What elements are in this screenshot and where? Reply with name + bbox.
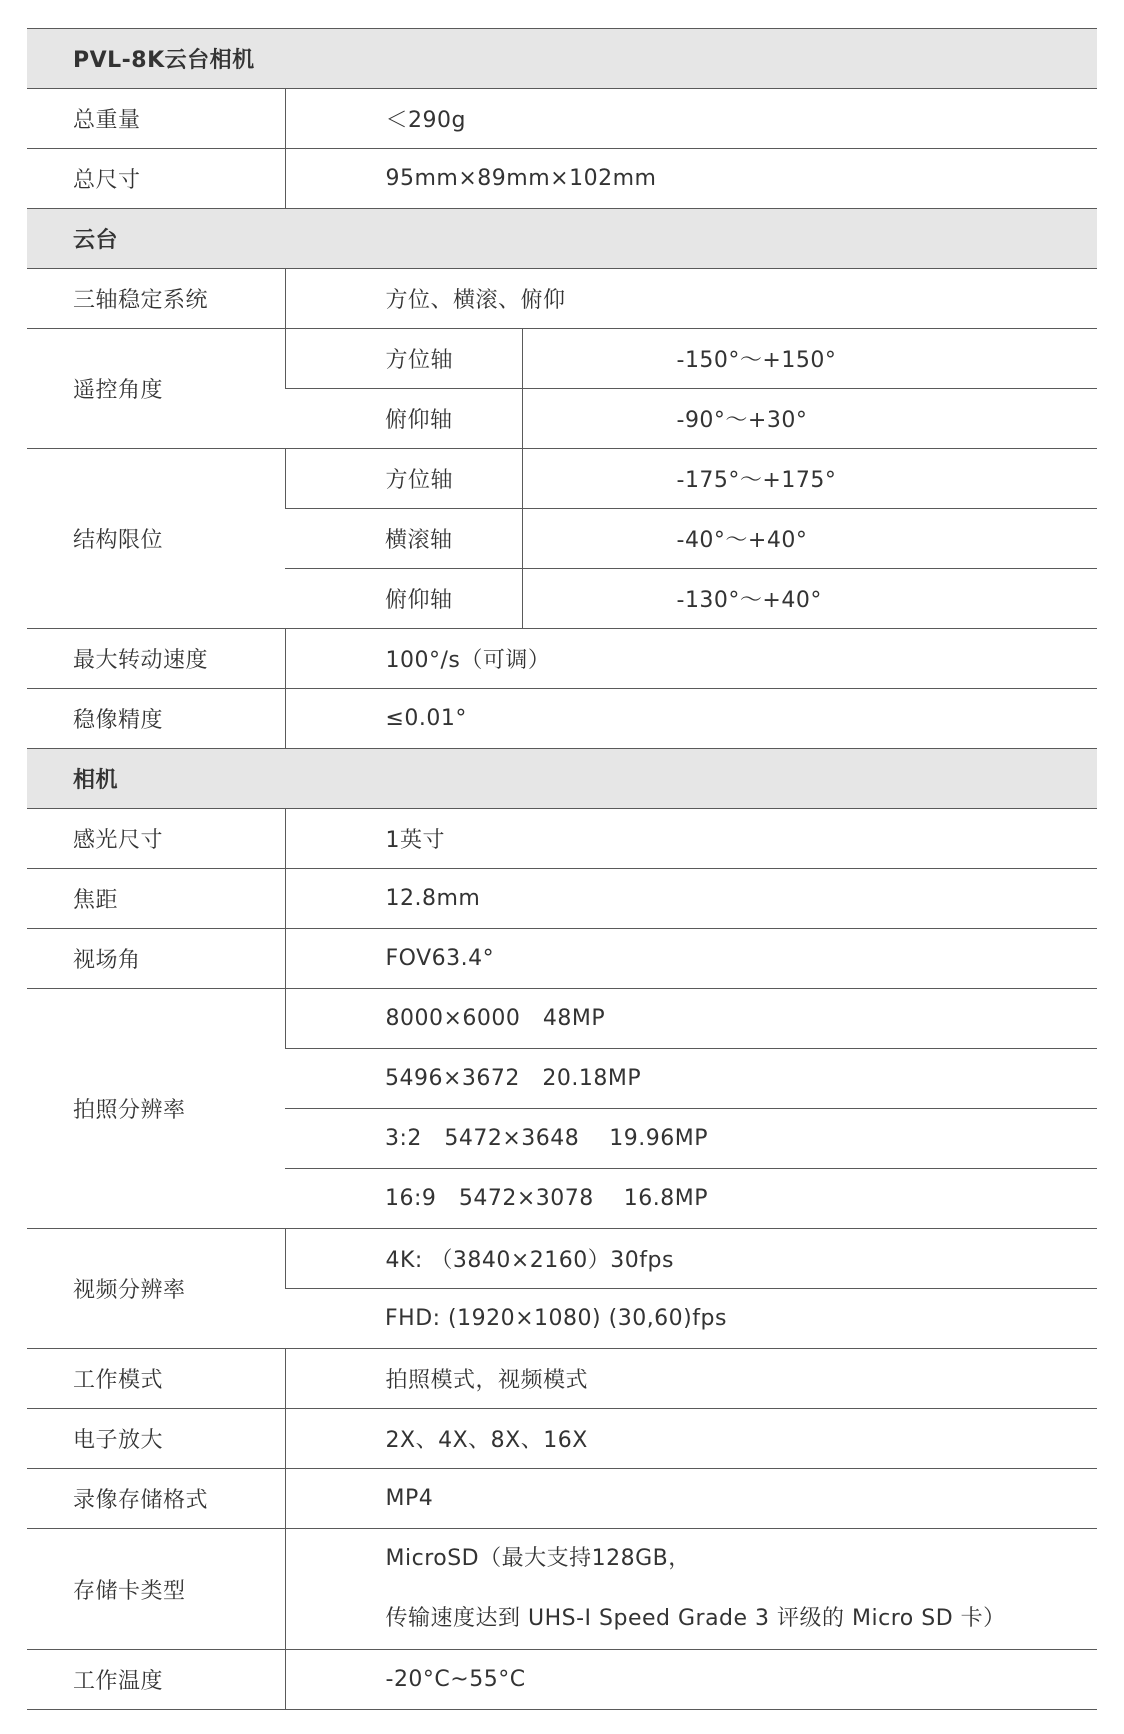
table-row [27, 629, 1097, 689]
product-title: PVL-8K云台相机 [27, 29, 1097, 89]
photo-res-value: 5496×3672 20.18MP [285, 1049, 1097, 1109]
section-header-gimbal [27, 209, 1097, 269]
size-label: 总尺寸 [27, 149, 285, 209]
camera-header: 相机 [27, 749, 1097, 809]
precision-value: ≤0.01° [285, 689, 1097, 749]
table-row [27, 809, 1097, 869]
three-axis-label: 三轴稳定系统 [27, 269, 285, 329]
photo-res-value: 16:9 5472×3078 16.8MP [285, 1169, 1097, 1229]
work-mode-value: 拍照模式，视频模式 [285, 1349, 1097, 1409]
video-res-value: FHD: (1920×1080) (30,60)fps [285, 1289, 1097, 1349]
fov-label: 视场角 [27, 929, 285, 989]
table-row [27, 1529, 1097, 1650]
focal-label: 焦距 [27, 869, 285, 929]
remote-angle-label: 遥控角度 [27, 329, 285, 449]
limit-range-pitch: -130°～+40° [522, 569, 1097, 629]
record-format-label: 录像存储格式 [27, 1469, 285, 1529]
spec-table [27, 28, 1097, 1710]
card-value-line2: 传输速度达到 UHS-I Speed Grade 3 评级的 Micro SD 卡） [385, 1606, 1006, 1631]
sensor-value: 1英寸 [285, 809, 1097, 869]
photo-res-value: 8000×6000 48MP [285, 989, 1097, 1049]
table-row [27, 1229, 1097, 1289]
card-value [285, 1529, 1097, 1650]
table-row [27, 1650, 1097, 1710]
size-value: 95mm×89mm×102mm [285, 149, 1097, 209]
remote-range-azimuth: -150°～+150° [522, 329, 1097, 389]
fov-value: FOV63.4° [285, 929, 1097, 989]
photo-res-value: 3:2 5472×3648 19.96MP [285, 1109, 1097, 1169]
weight-value: ＜290g [285, 89, 1097, 149]
table-row [27, 929, 1097, 989]
remote-axis-pitch: 俯仰轴 [285, 389, 522, 449]
limit-range-azimuth: -175°～+175° [522, 449, 1097, 509]
table-row [27, 869, 1097, 929]
section-header-product [27, 29, 1097, 89]
table-row [27, 1349, 1097, 1409]
table-row [27, 989, 1097, 1049]
table-row [27, 269, 1097, 329]
photo-res-label: 拍照分辨率 [27, 989, 285, 1229]
table-row [27, 149, 1097, 209]
table-row [27, 1409, 1097, 1469]
gimbal-header: 云台 [27, 209, 1097, 269]
work-mode-label: 工作模式 [27, 1349, 285, 1409]
card-value-line1: MicroSD（最大支持128GB， [385, 1546, 691, 1571]
sensor-label: 感光尺寸 [27, 809, 285, 869]
table-row [27, 329, 1097, 389]
three-axis-value: 方位、横滚、俯仰 [285, 269, 1097, 329]
section-header-camera [27, 749, 1097, 809]
temp-value: -20°C~55°C [285, 1650, 1097, 1710]
table-row [27, 689, 1097, 749]
video-res-label: 视频分辨率 [27, 1229, 285, 1349]
precision-label: 稳像精度 [27, 689, 285, 749]
max-speed-label: 最大转动速度 [27, 629, 285, 689]
remote-range-pitch: -90°～+30° [522, 389, 1097, 449]
remote-axis-azimuth: 方位轴 [285, 329, 522, 389]
limit-axis-pitch: 俯仰轴 [285, 569, 522, 629]
limit-range-roll: -40°～+40° [522, 509, 1097, 569]
limit-axis-roll: 横滚轴 [285, 509, 522, 569]
focal-value: 12.8mm [285, 869, 1097, 929]
weight-label: 总重量 [27, 89, 285, 149]
temp-label: 工作温度 [27, 1650, 285, 1710]
limit-axis-azimuth: 方位轴 [285, 449, 522, 509]
table-row [27, 89, 1097, 149]
zoom-value: 2X、4X、8X、16X [285, 1409, 1097, 1469]
video-res-value: 4K: （3840×2160）30fps [285, 1229, 1097, 1289]
mech-limit-label: 结构限位 [27, 449, 285, 629]
table-row [27, 1469, 1097, 1529]
max-speed-value: 100°/s（可调） [285, 629, 1097, 689]
zoom-label: 电子放大 [27, 1409, 285, 1469]
card-label: 存储卡类型 [27, 1529, 285, 1650]
table-row [27, 449, 1097, 509]
record-format-value: MP4 [285, 1469, 1097, 1529]
